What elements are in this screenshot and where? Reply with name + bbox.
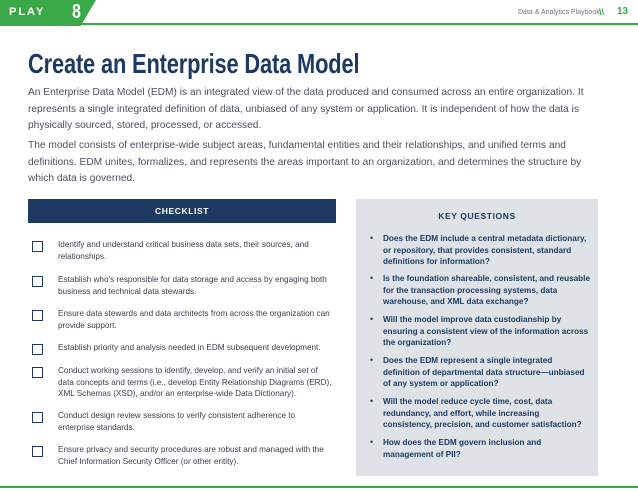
checklist-item[interactable] [32, 444, 332, 467]
page-number: 13 [617, 6, 629, 17]
bullet-icon: • [370, 396, 374, 406]
checklist-item-text: Identify and understand critical business data sets, their sources, and relationships. [58, 240, 309, 261]
checklist-heading: CHECKLIST [28, 199, 336, 223]
bullet-icon: • [370, 233, 374, 243]
key-question-text: How does the EDM govern inclusion and management of PII? [383, 438, 542, 459]
key-question-text: Will the model reduce cycle time, cost, data redundancy, and effort, while increasing consistency, precision, and customer satisfaction? [383, 397, 582, 429]
checklist-item-text: Establish who’s responsible for data storage and access by engaging both business and technical data stewards. [58, 275, 327, 296]
checklist-item-text: Establish priority and analysis needed in EDM subsequent development. [58, 343, 321, 352]
bullet-icon: • [370, 355, 374, 365]
key-question [370, 355, 590, 390]
key-question [370, 396, 590, 431]
header-band [0, 0, 638, 26]
checkbox[interactable] [32, 446, 43, 457]
header-separator: \\ [599, 7, 605, 17]
bullet-icon: • [370, 314, 374, 324]
checkbox[interactable] [32, 367, 43, 378]
checklist-item[interactable] [32, 274, 332, 297]
checklist-item[interactable] [32, 239, 332, 262]
play-number: 8 [72, 1, 81, 23]
checklist-item[interactable] [32, 308, 332, 331]
checkbox[interactable] [32, 344, 43, 355]
checklist-item[interactable] [32, 410, 332, 433]
key-question-text: Does the EDM represent a single integrated definition of departmental data structure—unbiased of any system or application? [383, 356, 585, 388]
bullet-icon: • [370, 437, 374, 447]
checklist-item-text: Ensure privacy and security procedures are robust and managed with the Chief Information Security Officer (or other entity). [58, 445, 324, 466]
footer-rule [0, 486, 638, 488]
key-question [370, 233, 590, 268]
checkbox[interactable] [32, 276, 43, 287]
bullet-icon: • [370, 273, 374, 283]
key-questions-panel [356, 199, 598, 476]
key-question-text: Will the model improve data custodianship by ensuring a consistent view of the information across the organization? [383, 315, 589, 347]
intro-paragraph-2: The model consists of enterprise-wide subject areas, fundamental entities and their relationships, and unified terms and definitions. EDM unites, formalizes, and represents the areas important to an organization, and determines the structure by which data is governed. [28, 140, 582, 184]
key-question-text: Does the EDM include a central metadata dictionary, or repository, that provides consistent, standard definitions for information? [383, 234, 587, 266]
key-question [370, 437, 590, 460]
checklist-item-text: Conduct design review sessions to verify consistent adherence to enterprise standards. [58, 411, 296, 432]
checkbox[interactable] [32, 412, 43, 423]
page-title: Create an Enterprise Data Model [28, 48, 360, 79]
checklist-item-text: Ensure data stewards and data architects from across the organization can provide support. [58, 309, 330, 330]
checkbox[interactable] [32, 310, 43, 321]
header-rule [80, 23, 638, 25]
play-label: PLAY [9, 6, 46, 18]
playbook-title: Data & Analytics Playbook [518, 9, 600, 16]
intro-paragraph-1: An Enterprise Data Model (EDM) is an integrated view of the data produced and consumed across an entire organization. It represents a single integrated definition of data, unbiased of any system or application. It is independent of how the data is physically sourced, stored, processed, or accessed. [28, 87, 584, 131]
checklist-item-text: Conduct working sessions to identify, develop, and verify an initial set of data concepts and terms (i.e., develop Entity Relationship Diagrams (ERD), XML Schemas (XSD), and/or an enterprise-wide Data Dictionary). [58, 366, 332, 398]
checkbox[interactable] [32, 241, 43, 252]
checklist-item[interactable] [32, 342, 332, 355]
key-questions-heading: KEY QUESTIONS [438, 211, 516, 221]
key-question-text: Is the foundation shareable, consistent, and reusable for the transaction processing systems, data warehouse, and XML data exchange? [383, 274, 591, 306]
key-question [370, 314, 590, 349]
key-question [370, 273, 590, 308]
checklist-item[interactable] [32, 365, 332, 400]
